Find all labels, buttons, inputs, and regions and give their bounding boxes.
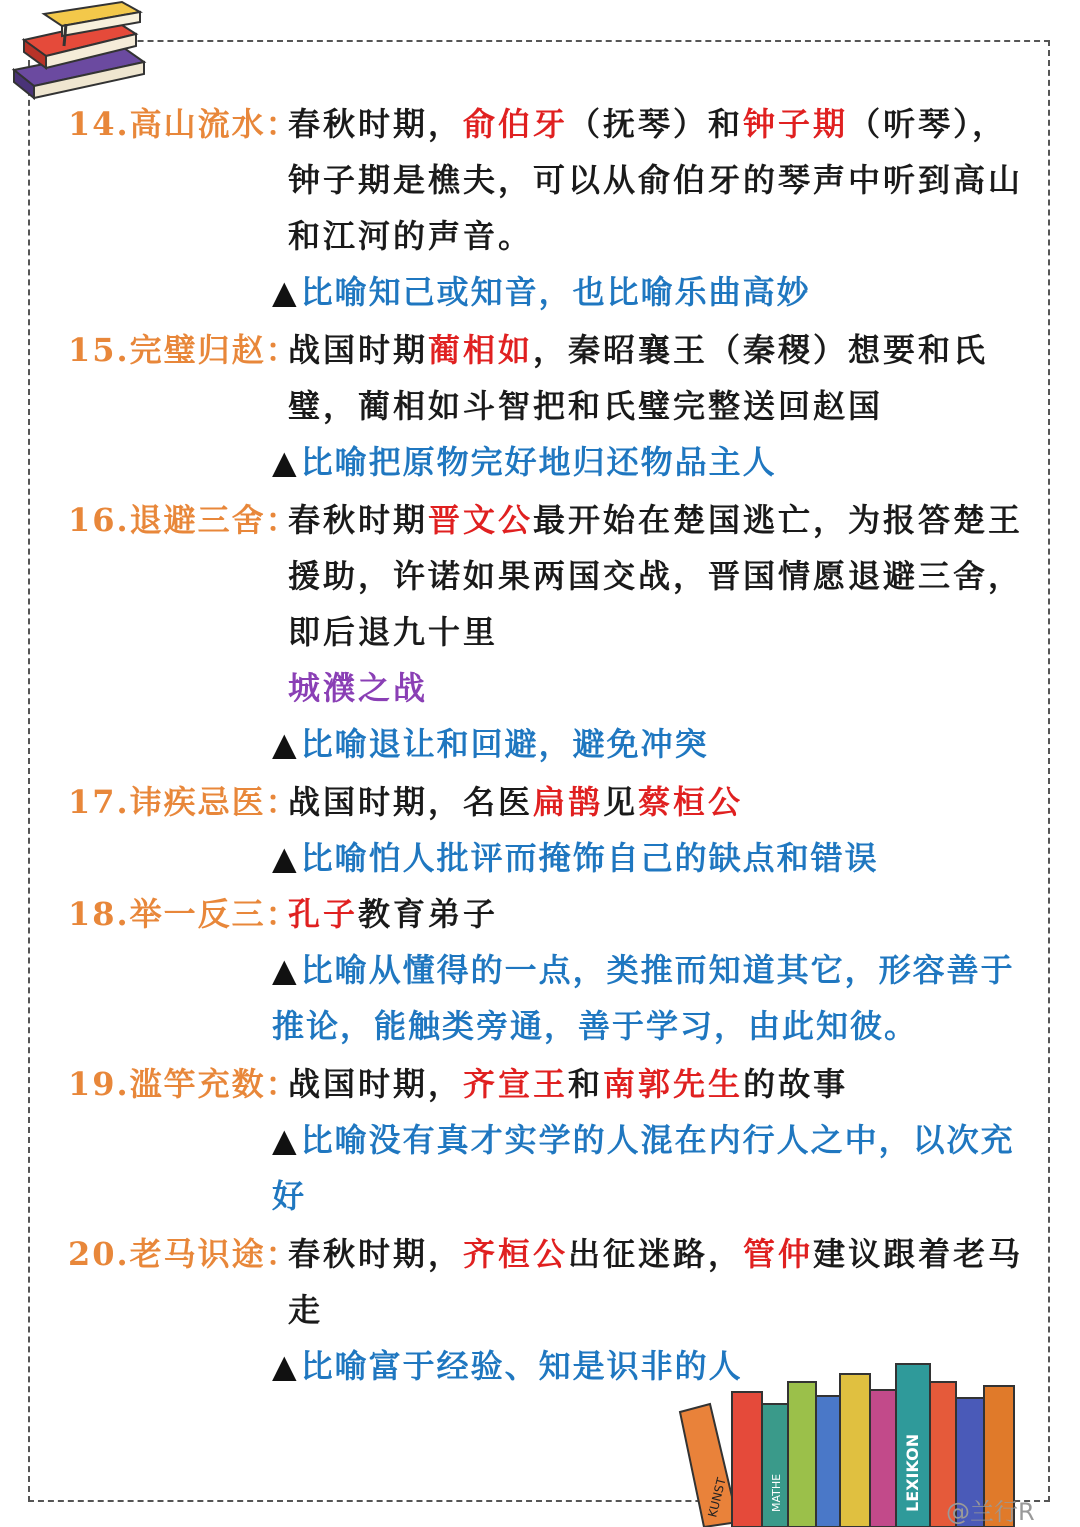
- meaning-text: 比喻知己或知音，也比喻乐曲高妙: [300, 273, 811, 311]
- meaning-text: 比喻把原物完好地归还物品主人: [300, 443, 777, 481]
- entry-label: 16.退避三舍：: [68, 501, 300, 539]
- description-text: 战国时期: [288, 331, 429, 369]
- highlighted-name: 蔡桓公: [638, 783, 744, 821]
- highlighted-name: 齐桓公: [463, 1235, 569, 1273]
- description-text: 春秋时期，: [288, 105, 464, 143]
- book-spine-lexikon: LEXIKON: [903, 1433, 922, 1512]
- highlighted-name: 扁鹊: [533, 783, 604, 821]
- entry-meaning: [272, 264, 1032, 320]
- entry-label: 15.完璧归赵：: [68, 331, 300, 369]
- meaning-text: 比喻没有真才实学的人混在内行人之中，以次充好: [272, 1121, 1015, 1215]
- triangle-marker-icon: ▲: [272, 951, 299, 989]
- description-text: 最开始在楚国逃亡，为报答楚王援助，许诺如果两国交战，晋国情愿退避三舍，即后退九十里: [288, 501, 1024, 651]
- entry-label: 14.高山流水：: [68, 105, 300, 143]
- meaning-text: 比喻富于经验、知是识非的人: [300, 1347, 743, 1385]
- entry-label: 18.举一反三：: [68, 895, 300, 933]
- entry-meaning: [272, 830, 1032, 886]
- book-stack-icon: [4, 0, 154, 110]
- description-text: 出征迷路，: [568, 1235, 744, 1273]
- meaning-text: 比喻怕人批评而掩饰自己的缺点和错误: [300, 839, 879, 877]
- triangle-marker-icon: ▲: [272, 443, 299, 481]
- description-text: 春秋时期: [288, 501, 429, 539]
- triangle-marker-icon: ▲: [272, 1347, 299, 1385]
- entry-description: [288, 1226, 1028, 1338]
- meaning-text: 比喻从懂得的一点，类推而知道其它，形容善于推论，能触类旁通，善于学习，由此知彼。: [272, 951, 1015, 1045]
- entry-description: [288, 322, 1028, 434]
- entry-description: [288, 96, 1028, 264]
- triangle-marker-icon: ▲: [272, 725, 299, 763]
- triangle-marker-icon: ▲: [272, 1121, 299, 1159]
- description-text: 春秋时期，: [288, 1235, 464, 1273]
- description-text: 建议跟着老马走: [288, 1235, 1024, 1329]
- highlighted-name: 晋文公: [428, 501, 534, 539]
- entry-meaning: [272, 716, 1032, 772]
- entry-description: [288, 492, 1028, 660]
- description-text: 教育弟子: [358, 895, 499, 933]
- entry-label: 19.滥竽充数：: [68, 1065, 300, 1103]
- description-text: 见: [603, 783, 639, 821]
- entry-label: 17.讳疾忌医：: [68, 783, 300, 821]
- highlighted-name: 钟子期: [743, 105, 849, 143]
- entry-description: [288, 774, 1028, 830]
- meaning-text: 比喻退让和回避，避免冲突: [300, 725, 709, 763]
- description-text: ，秦昭襄王（秦稷）想要和氏璧，蔺相如斗智把和氏璧完整送回赵国: [288, 331, 989, 425]
- entry-description: [288, 886, 1028, 942]
- entry-meaning: [272, 434, 1032, 490]
- description-text: 的故事: [743, 1065, 849, 1103]
- entry-meaning: [272, 1112, 1032, 1224]
- entry-meaning: [272, 942, 1032, 1054]
- description-text: 战国时期，: [288, 1065, 464, 1103]
- description-text: （抚琴）和: [568, 105, 744, 143]
- highlighted-name: 齐宣王: [463, 1065, 569, 1103]
- watermark: @兰行R: [946, 1498, 1035, 1526]
- book-spine-kunst: KUNST: [705, 1476, 729, 1519]
- battle-note: 城濮之战: [288, 669, 429, 707]
- highlighted-name: 管仲: [743, 1235, 814, 1273]
- description-text: 和: [568, 1065, 604, 1103]
- triangle-marker-icon: ▲: [272, 839, 299, 877]
- description-text: 战国时期，名医: [288, 783, 534, 821]
- highlighted-name: 俞伯牙: [463, 105, 569, 143]
- description-text: （听琴），钟子期是樵夫，可以从俞伯牙的琴声中听到高山和江河的声音。: [288, 105, 1024, 255]
- entry-label: 20.老马识途：: [68, 1235, 300, 1273]
- highlighted-name: 孔子: [288, 895, 359, 933]
- book-spine-mathe: MATHE: [770, 1473, 783, 1512]
- entry-description: [288, 1056, 1028, 1112]
- highlighted-name: 南郭先生: [603, 1065, 744, 1103]
- triangle-marker-icon: ▲: [272, 273, 299, 311]
- highlighted-name: 蔺相如: [428, 331, 534, 369]
